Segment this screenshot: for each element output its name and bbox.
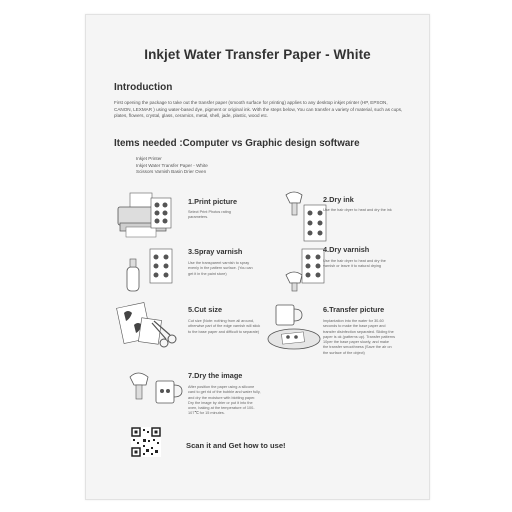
document-title: Inkjet Water Transfer Paper - White — [144, 47, 371, 62]
hair-dryer-mug-illustration — [126, 365, 186, 413]
varnish-bottle-illustration — [124, 247, 176, 295]
mug-basin-illustration — [264, 301, 324, 355]
items-heading: Items needed :Computer vs Graphic design software — [114, 138, 360, 149]
instruction-sheet — [85, 14, 430, 500]
step-2-text: Use the hair dryer to heat and dry the ink — [323, 208, 392, 212]
scissors-sheet-illustration — [114, 299, 180, 357]
qr-code[interactable] — [131, 427, 161, 457]
step-7-text: After position the paper using a silicone card to get rid of the bubble and water fully, and dry the moisture with blotting paper. Dry the image by drier or put it into the oven, baking at the temperature of 100-107℃ for 15 minutes. — [188, 385, 261, 416]
step-4-title: 4.Dry varnish — [323, 245, 370, 254]
step-5-text: Cut size (Note: nothing from all around, otherwise part of the edge varnish will stick to the base paper and difficult to separate) — [188, 319, 261, 334]
step-1-text: Select Print Photos rating parameters. — [188, 210, 231, 220]
step-7-title: 7.Dry the image — [188, 371, 243, 380]
step-2-title: 2.Dry ink — [323, 195, 354, 204]
item-tools: Scissors Varnish Basin Drier Oven — [136, 169, 207, 175]
step-3-title: 3.Spray varnish — [188, 247, 243, 256]
step-6-text: Implantation into the water for 30-60 seconds to make the base paper and transfer disinfection separated. Sliding the paper is ok (patterns up). Transfer patterns 10per the base paper slowly, and make the transfer smoothness (Save the air on the surface of the object) — [323, 319, 395, 355]
item-paper: Inkjet Water Transfer Paper - White — [136, 162, 208, 168]
step-6-title: 6.Transfer picture — [323, 305, 385, 314]
item-printer: Inkjet Printer — [136, 156, 162, 161]
qr-caption: Scan it and Get how to use! — [186, 441, 286, 450]
step-5-title: 5.Cut size — [188, 305, 223, 314]
printed-sheet-illustration — [150, 197, 172, 229]
step-4-text: Use the hair dryer to heat and dry the varnish or leave it to natural drying — [323, 259, 386, 269]
step-3-text: Use the transparent varnish to spray evenly in the pattern surface. (You can get it in the paint store) — [188, 261, 253, 276]
introduction-text: First opening the package to take out the transfer paper (smooth surface for printing) applies to any desktop inkjet printer (HP, EPSON, CANON, LEXMAR ) using water-based dye, pigment or original ink. With the steps below, You can transfer a variety of material, such as cups, plates, flowers, crystal, glass, ceramics, metal, shell, jade, plastic, wood etc. — [114, 100, 403, 119]
step-1-title: 1.Print picture — [188, 197, 238, 206]
introduction-heading: Introduction — [114, 82, 173, 93]
items-list — [136, 156, 208, 176]
